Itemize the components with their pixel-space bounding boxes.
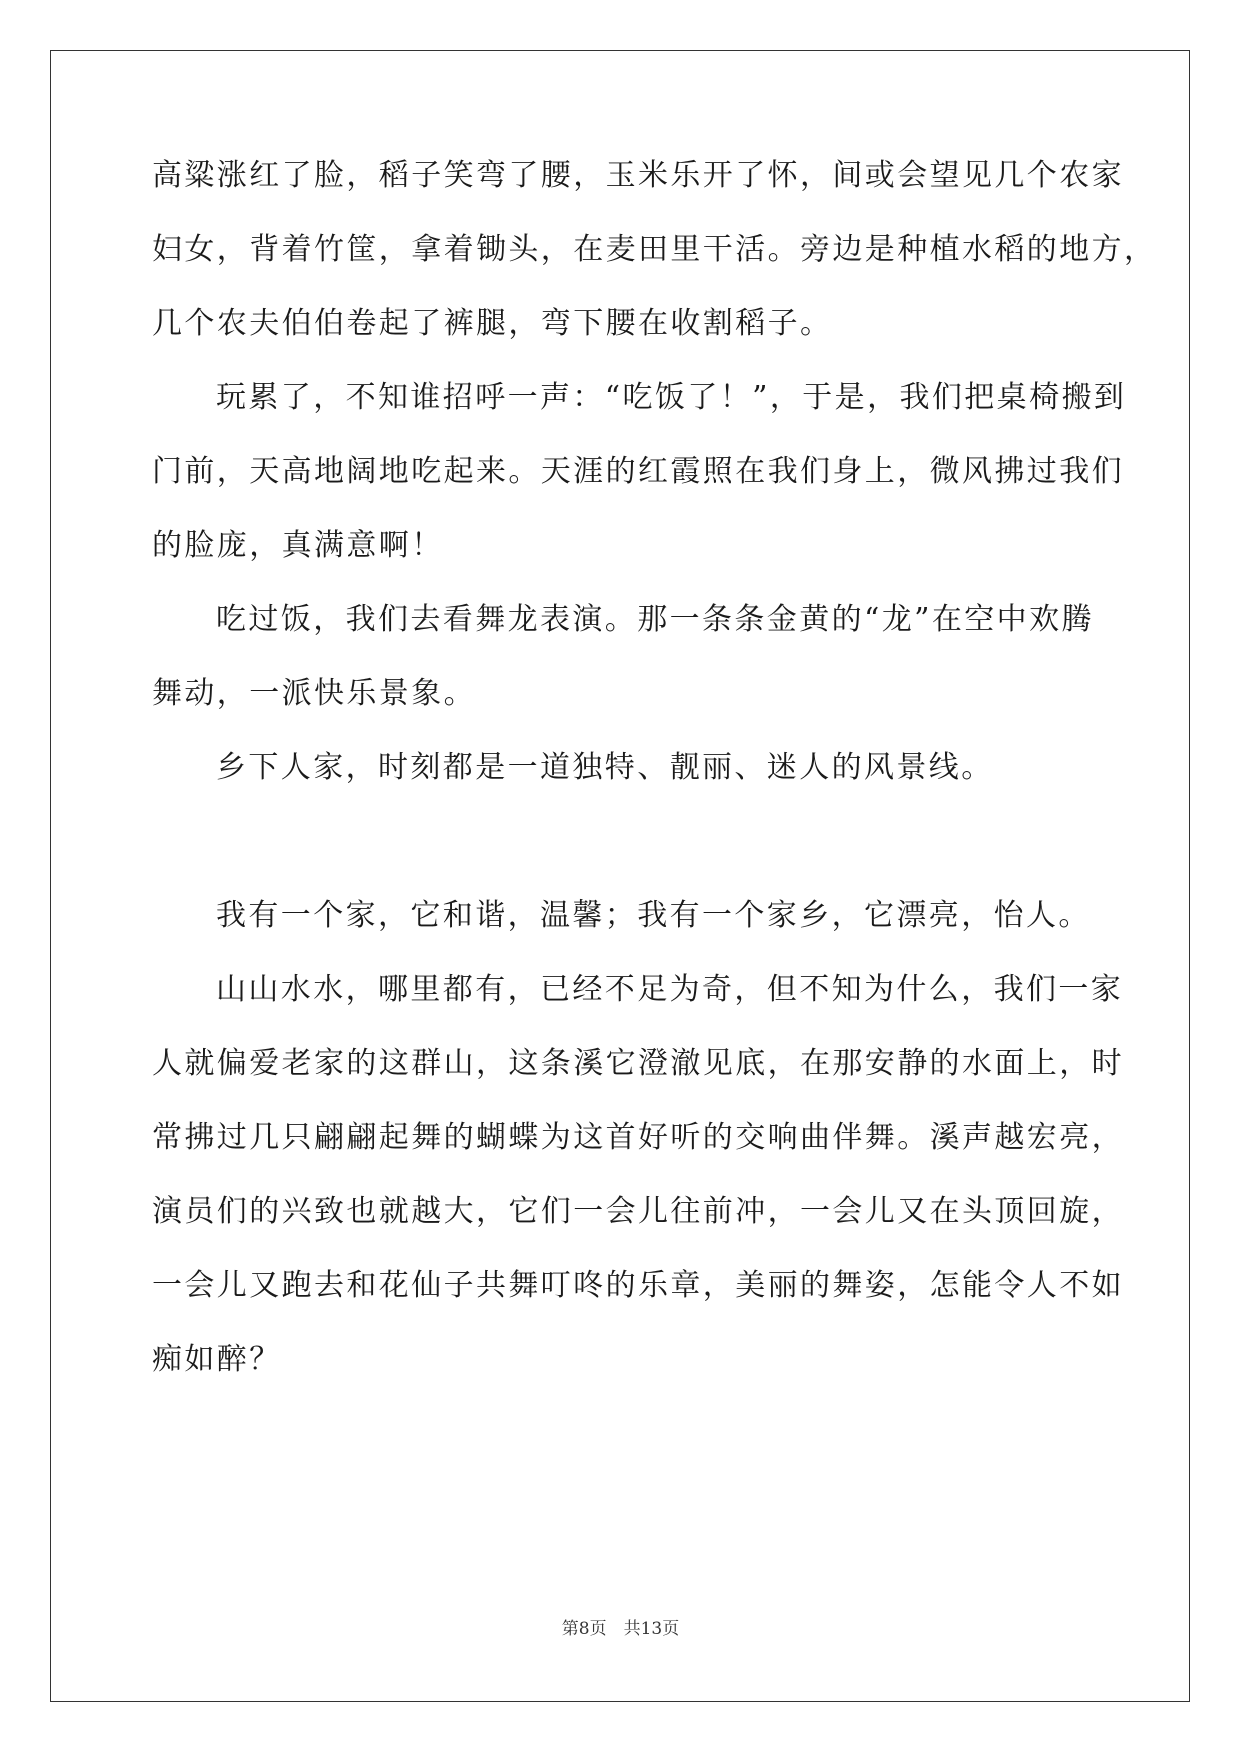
text-line: 一会儿又跑去和花仙子共舞叮咚的乐章，美丽的舞姿，怎能令人不如: [152, 1268, 1124, 1303]
text-line: 我有一个家，它和谐，温馨；我有一个家乡，它漂亮，怡人。: [216, 898, 1091, 933]
text-line: 吃过饭，我们去看舞龙表演。那一条条金黄的“龙”在空中欢腾: [216, 602, 1094, 637]
text-line: 山山水水，哪里都有，已经不足为奇，但不知为什么，我们一家: [216, 972, 1124, 1007]
text-line: 妇女，背着竹筐，拿着锄头，在麦田里干活。旁边是种植水稻的地方，: [152, 232, 1157, 267]
text-line: 演员们的兴致也就越大，它们一会儿往前冲，一会儿又在头顶回旋，: [152, 1194, 1124, 1229]
text-line: 舞动，一派快乐景象。: [152, 676, 476, 711]
text-line: 常拂过几只翩翩起舞的蝴蝶为这首好听的交响曲伴舞。溪声越宏亮，: [152, 1120, 1124, 1155]
text-line: 痴如醉？: [152, 1342, 282, 1377]
text-line: 人就偏爱老家的这群山，这条溪它澄澈见底，在那安静的水面上，时: [152, 1046, 1124, 1081]
text-line: 的脸庞，真满意啊！: [152, 528, 444, 563]
page-border: [50, 50, 1190, 1702]
text-line: 高粱涨红了脸，稻子笑弯了腰，玉米乐开了怀，间或会望见几个农家: [152, 158, 1124, 193]
text-line: 乡下人家，时刻都是一道独特、靓丽、迷人的风景线。: [216, 750, 994, 785]
text-line: 几个农夫伯伯卷起了裤腿，弯下腰在收割稻子。: [152, 306, 833, 341]
text-line: 门前，天高地阔地吃起来。天涯的红霞照在我们身上，微风拂过我们: [152, 454, 1124, 489]
page-number-footer: 第8页 共13页: [561, 1619, 680, 1639]
text-line: 玩累了，不知谁招呼一声：“吃饭了！”，于是，我们把桌椅搬到: [216, 380, 1127, 415]
